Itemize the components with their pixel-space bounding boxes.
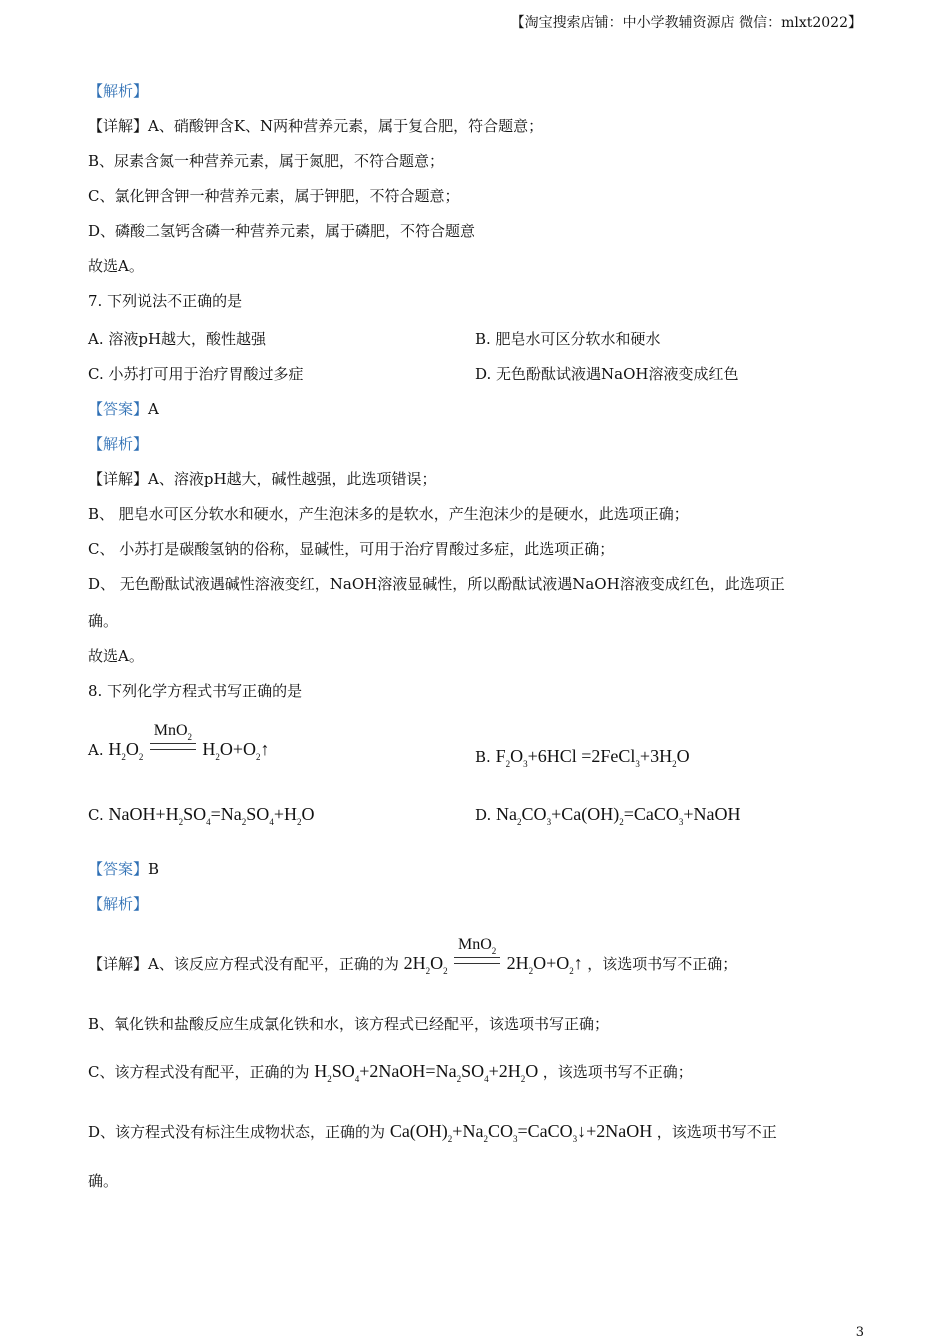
q8-detail-c: C、该方程式没有配平，正确的为 $H_2SO_4+2NaOH=Na_2SO_4+2H_2O$ ，该选项书写不正确； (88, 1061, 693, 1084)
q8-detail-d-end: 确。 (88, 1172, 119, 1190)
q8-option-c: C. $NaOH+H_2SO_4=Na_2SO_4+H_2O$ (88, 804, 315, 827)
equation-a: $H_2O_2$ MnO$_2$ $H_2O+O_2↑$ (108, 722, 270, 762)
q8-option-d: D. $Na_2CO_3+Ca(OH)_2=CaCO_3+NaOH$ (475, 804, 741, 827)
q7-detail-a: 【详解】A、溶液pH越大，碱性越强，此选项错误； (88, 470, 437, 488)
q6-detail-a: 【详解】A、硝酸钾含K、N两种营养元素，属于复合肥，符合题意； (88, 117, 544, 135)
q8-detail-b: B、氧化铁和盐酸反应生成氯化铁和水，该方程式已经配平，该选项书写正确； (88, 1015, 610, 1033)
q7-option-c: C. 小苏打可用于治疗胃酸过多症 (88, 365, 304, 383)
q6-conclusion: 故选A。 (88, 257, 144, 275)
q8-detail-d: D、该方程式没有标注生成物状态，正确的为 $Ca(OH)_2+Na_2CO_3=CaCO_3↓+2NaOH$ ，该选项书写不正 (88, 1121, 777, 1144)
analysis-tag-q6: 【解析】 (88, 82, 149, 100)
q7-detail-d1: D、 无色酚酞试液遇碱性溶液变红，NaOH溶液显碱性，所以酚酞试液遇NaOH溶液变成红色，此选项正 (88, 575, 785, 593)
q8-detail-a: 【详解】A、该反应方程式没有配平，正确的为 $2H_2O_2$ MnO$_2$ $2H_2O+O_2↑$ ，该选项书写不正确； (88, 936, 738, 976)
q8-option-b: B. $F_2O_3+6HCl$ $=2FeCl_3+3H_2O$ (475, 746, 690, 769)
q7-conclusion: 故选A。 (88, 647, 144, 665)
q8-stem: 8. 下列化学方程式书写正确的是 (88, 682, 303, 700)
q7-option-b: B. 肥皂水可区分软水和硬水 (475, 330, 661, 348)
q7-detail-c: C、 小苏打是碳酸氢钠的俗称，显碱性，可用于治疗胃酸过多症，此选项正确； (88, 540, 615, 558)
page-header: 【淘宝搜索店铺：中小学教辅资源店 微信：mlxt2022】 (510, 15, 862, 31)
equation-b: $F_2O_3+6HCl$ $=2FeCl_3+3H_2O$ (495, 746, 690, 769)
q7-answer: 【答案】A (88, 400, 159, 418)
q7-detail-b: B、 肥皂水可区分软水和硬水，产生泡沫多的是软水，产生泡沫少的是硬水，此选项正确； (88, 505, 689, 523)
q7-option-d: D. 无色酚酞试液遇NaOH溶液变成红色 (475, 365, 739, 383)
q8-option-a: A. $H_2O_2$ MnO$_2$ $H_2O+O_2↑$ (88, 722, 270, 762)
equation-c: $NaOH+H_2SO_4=Na_2SO_4+H_2O$ (108, 804, 315, 827)
analysis-tag-q8: 【解析】 (88, 895, 149, 913)
q6-detail-d: D、磷酸二氢钙含磷一种营养元素，属于磷肥，不符合题意 (88, 222, 476, 240)
q7-option-a: A. 溶液pH越大，酸性越强 (88, 330, 267, 348)
equation-d: $Na_2CO_3+Ca(OH)_2=CaCO_3+NaOH$ (496, 804, 741, 827)
q7-stem: 7. 下列说法不正确的是 (88, 292, 243, 310)
analysis-tag-q7: 【解析】 (88, 435, 149, 453)
q6-detail-c: C、氯化钾含钾一种营养元素，属于钾肥，不符合题意； (88, 187, 460, 205)
page-number: 3 (855, 1325, 864, 1340)
q7-detail-d2: 确。 (88, 612, 119, 630)
q6-detail-b: B、尿素含氮一种营养元素，属于氮肥，不符合题意； (88, 152, 445, 170)
q8-answer: 【答案】B (88, 860, 160, 878)
